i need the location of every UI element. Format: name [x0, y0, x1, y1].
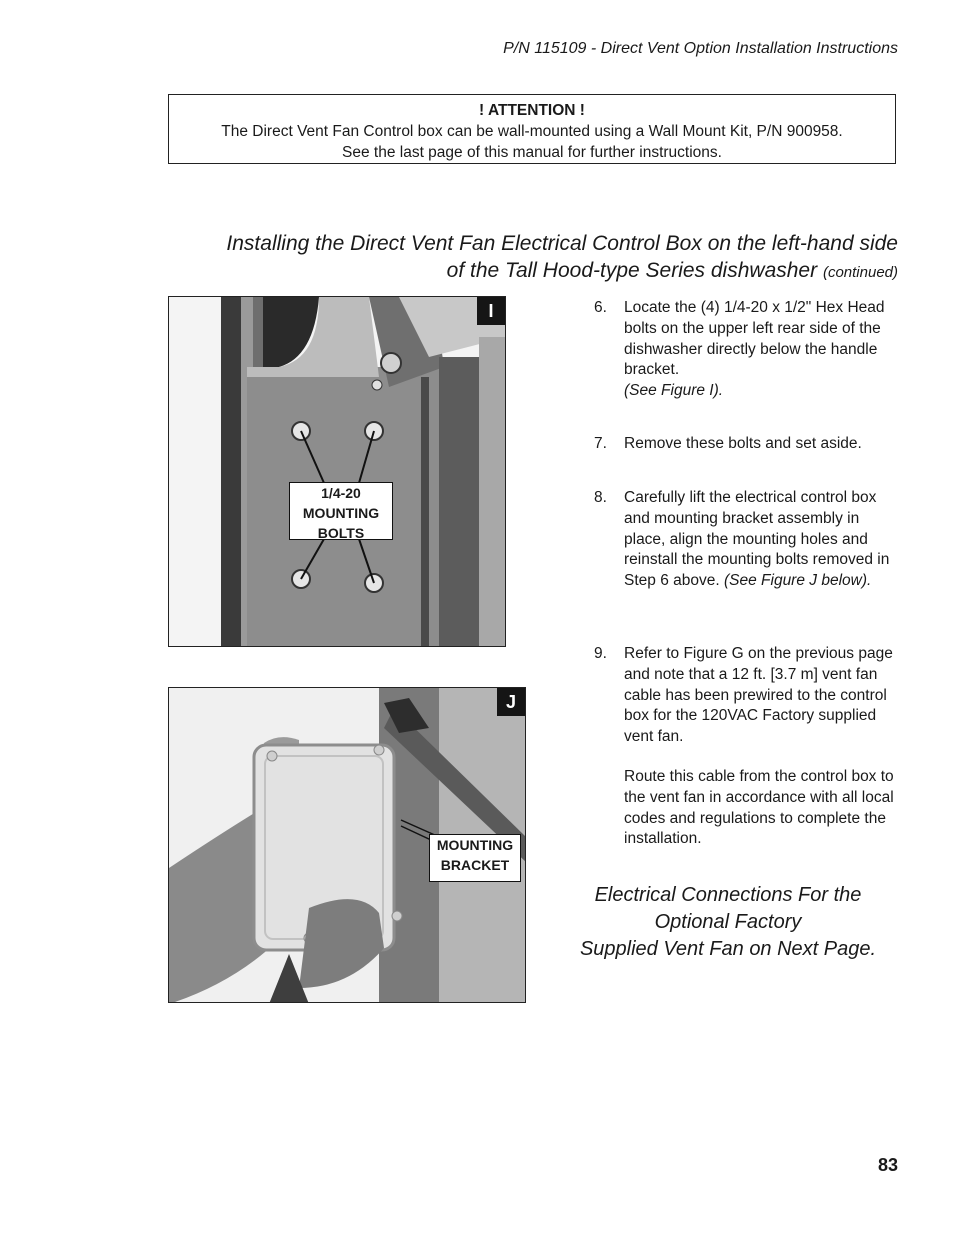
step-number: 8. — [594, 489, 607, 506]
mounting-bracket-callout: MOUNTING BRACKET — [429, 834, 521, 882]
attention-line-1: The Direct Vent Fan Control box can be wall-mounted using a Wall Mount Kit, P/N 900958. — [221, 123, 843, 140]
step-text: Carefully lift the electrical control box and mounting bracket assembly in place, align the mounting holes and reinstall the mounting bolts removed in Step 6 above. — [624, 489, 890, 590]
step-text: Remove these bolts and set aside. — [624, 435, 862, 452]
attention-line-2: See the last page of this manual for further instructions. — [342, 144, 722, 161]
closing-line-3: Supplied Vent Fan on Next Page. — [579, 938, 877, 960]
figure-i-illustration — [169, 297, 506, 647]
attention-title: ! ATTENTION ! — [479, 102, 585, 119]
step-figure-ref: (See Figure J below). — [723, 572, 872, 590]
step-6 — [594, 298, 904, 402]
step-text-continued: Route this cable from the control box to the vent fan in accordance with all local codes and regulations to complete the installation. — [624, 767, 894, 848]
step-text: Locate the (4) 1/4-20 x 1/2" Hex Head bolts on the upper left rear side of the dishwasher directly below the handle bracket. — [624, 299, 885, 379]
step-number: 9. — [594, 645, 607, 662]
section-continued: (continued) — [822, 264, 898, 281]
section-title — [226, 230, 898, 286]
closing-line-2: Optional Factory — [654, 911, 802, 933]
figure-i-photo — [168, 296, 506, 647]
page-number: 83 — [877, 1155, 898, 1175]
figure-i-label: I — [477, 297, 505, 325]
closing-note — [560, 882, 896, 963]
step-9 — [594, 644, 904, 850]
step-figure-ref: (See Figure I). — [624, 382, 724, 400]
figure-j-label: J — [497, 688, 525, 716]
step-7 — [594, 434, 904, 455]
closing-line-1: Electrical Connections For the — [594, 884, 862, 906]
mounting-bolts-callout: 1/4-20 MOUNTING BOLTS — [289, 482, 393, 540]
section-title-line-1: Installing the Direct Vent Fan Electrical Control Box on the left-hand side — [226, 232, 898, 255]
page-header: P/N 115109 - Direct Vent Option Installation Instructions — [503, 40, 898, 57]
section-title-line-2: of the Tall Hood-type Series dishwasher — [446, 259, 818, 282]
attention-box — [168, 94, 896, 164]
figure-j-photo — [168, 687, 526, 1003]
step-text: Refer to Figure G on the previous page and note that a 12 ft. [3.7 m] vent fan cable has been prewired to the control box for the 120VAC Factory supplied vent fan. — [624, 645, 893, 746]
step-number: 6. — [594, 299, 607, 316]
step-8 — [594, 488, 904, 592]
step-number: 7. — [594, 435, 607, 452]
